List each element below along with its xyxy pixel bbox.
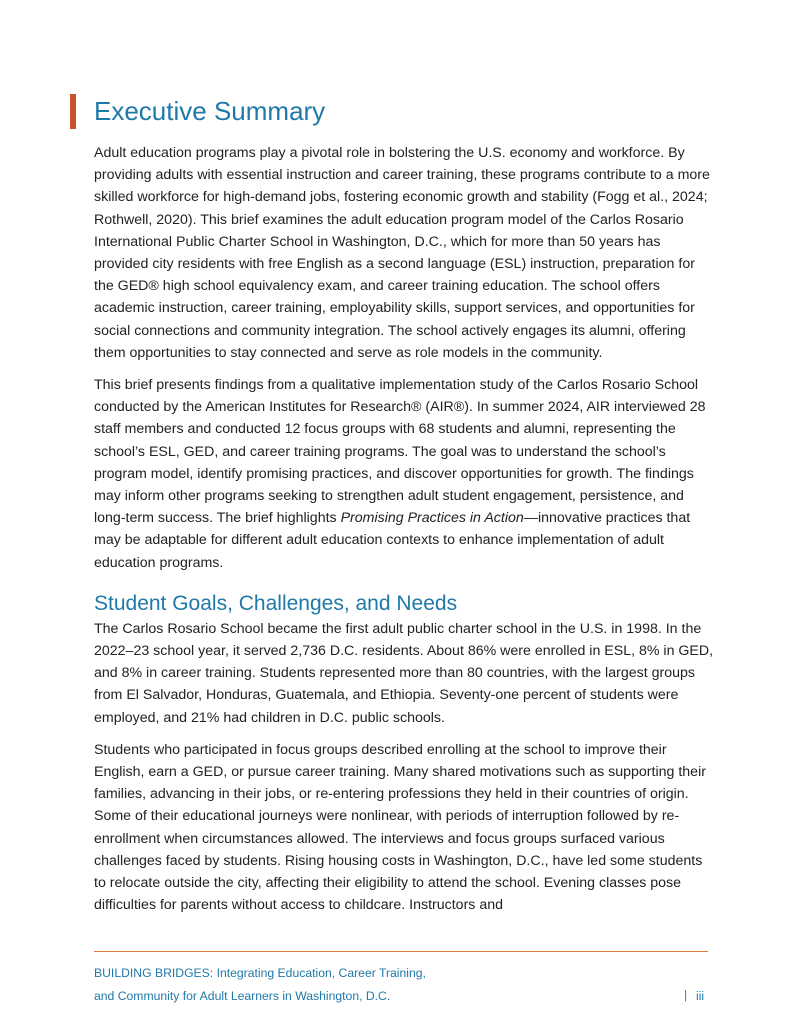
footer-separator: | xyxy=(684,988,688,1002)
page-title: Executive Summary xyxy=(94,96,326,126)
heading-accent-bar xyxy=(70,94,76,129)
paragraph-intro: Adult education programs play a pivotal role in bolstering the U.S. economy and workforce. By providing adults with essential instruction and career training, these programs contribute to a more skilled workforce for high-demand jobs, fostering economic growth and stability (Fogg et al., 2024; Rothwell, 2020). This brief examines the adult education program model of the Carlos Rosario International Public Charter School in Washington, D.C., which for more than 50 years has provided city residents with free English as a second language (ESL) instruction, preparation for the GED® high school equivalency exam, and career training education. The school offers academic instruction, career training, employability skills, support services, and opportunities for social connections and community integration. The school actively engages its alumni, offering them opportunities to stay connected and serve as role models in the community. xyxy=(94,145,710,361)
body-content xyxy=(94,142,714,927)
paragraph-study-text: This brief presents findings from a qualitative implementation study of the Carlos Rosario School conducted by the American Institutes for Research® (AIR®). In summer 2024, AIR interviewed 28 staff members and conducted 12 focus groups with 68 students and alumni, representing the school’s ESL, GED, and career training programs. The goal was to understand the school’s program model, identify promising practices, and discover opportunities for growth. The findings may inform other programs seeking to strengthen adult student engagement, persistence, and long-term success. The brief highlights xyxy=(94,377,706,527)
paragraph-study-emphasis: Promising Practices in Action xyxy=(340,510,524,527)
page-number: iii xyxy=(696,989,705,1003)
paragraph-demographics: The Carlos Rosario School became the first adult public charter school in the U.S. in 1998. In the 2022–23 school year, it served 2,736 D.C. residents. About 86% were enrolled in ESL, 8% in GED, and 8% in career training. Students represented more than 80 countries, with the largest groups from El Salvador, Honduras, Guatemala, and Ethiopia. Seventy-one percent of students were employed, and 21% had children in D.C. public schools. xyxy=(94,620,714,726)
subsection-heading: Student Goals, Challenges, and Needs xyxy=(94,591,458,615)
footer-divider xyxy=(94,951,708,952)
footer-title-line1: BUILDING BRIDGES: Integrating Education, Career Training, xyxy=(94,966,426,980)
footer-title-line2: and Community for Adult Learners in Washington, D.C. xyxy=(94,989,391,1003)
paragraph-study-tail: —innovative practices that may be adaptable for different adult education contexts to enhance implementation of adult education programs. xyxy=(94,510,691,571)
paragraph-challenges: Students who participated in focus groups described enrolling at the school to improve their English, earn a GED, or pursue career training. Many shared motivations such as supporting their families, advancing in their jobs, or re-entering professions they held in their countries of origin. Some of their educational journeys were nonlinear, with periods of interruption followed by re-enrollment when circumstances allowed. The interviews and focus groups surfaced various challenges faced by students. Rising housing costs in Washington, D.C., have led some students to relocate outside the city, affecting their eligibility to attend the school. Evening classes pose difficulties for parents without access to childcare. Instructors and xyxy=(94,741,706,914)
paragraph-study xyxy=(94,374,714,574)
